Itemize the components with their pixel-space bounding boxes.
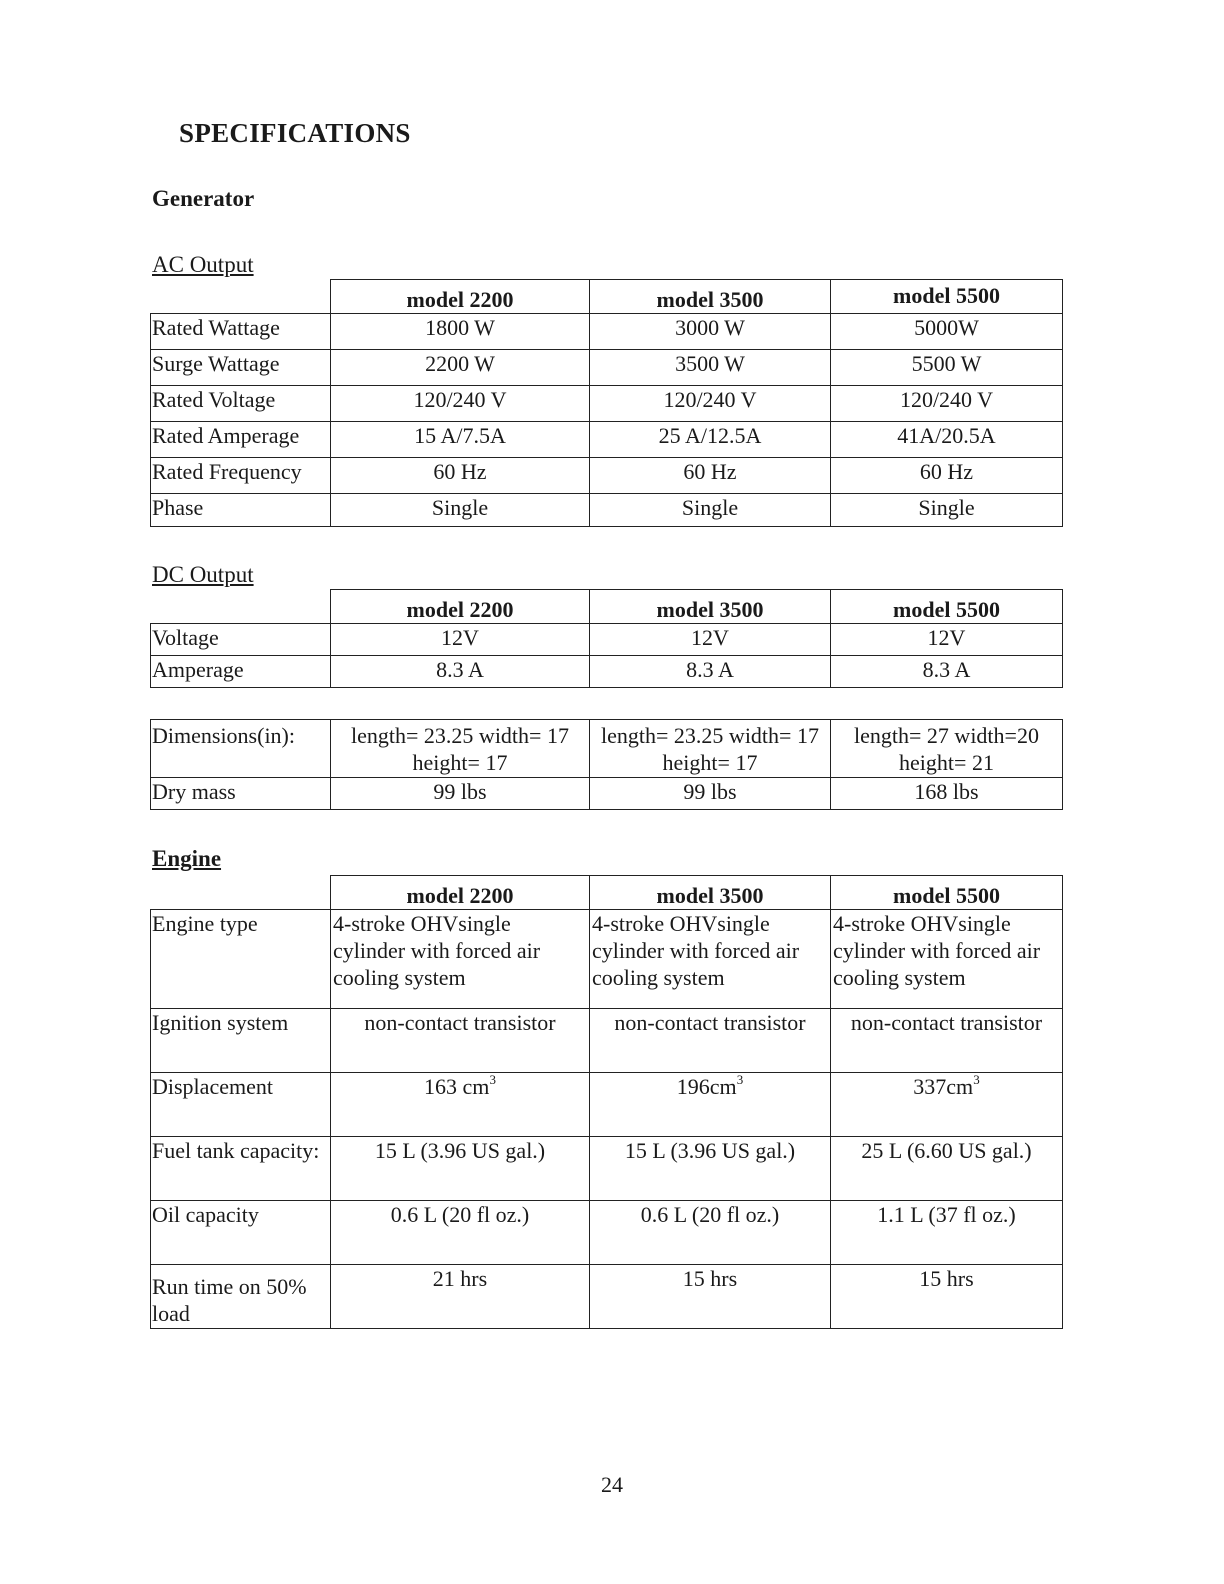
table-corner xyxy=(151,876,331,910)
row-label: Ignition system xyxy=(151,1009,331,1073)
table-cell xyxy=(831,1073,1063,1137)
table-cell xyxy=(590,1073,831,1137)
table-row xyxy=(151,1265,1063,1329)
table-cell: non-contact transistor xyxy=(590,1009,831,1073)
table-cell: 3000 W xyxy=(590,314,831,350)
table-row xyxy=(151,720,1063,778)
row-label: Engine type xyxy=(151,910,331,1009)
table-row xyxy=(151,656,1063,688)
table-cell: 0.6 L (20 fl oz.) xyxy=(590,1201,831,1265)
table-cell: 5000W xyxy=(831,314,1063,350)
table-cell: 168 lbs xyxy=(831,778,1063,810)
table-header-row xyxy=(151,280,1063,314)
table-cell: 1800 W xyxy=(331,314,590,350)
table-cell: 8.3 A xyxy=(331,656,590,688)
engine-heading: Engine xyxy=(152,846,222,871)
row-label: Amperage xyxy=(151,656,331,688)
cell-value: 163 cm xyxy=(424,1074,490,1099)
model-header: model 3500 xyxy=(590,876,831,910)
table-cell: 15 hrs xyxy=(831,1265,1063,1329)
page-number: 24 xyxy=(601,1472,623,1497)
cell-value: 196cm xyxy=(676,1074,737,1099)
table-cell: Single xyxy=(590,494,831,527)
table-cell: length= 23.25 width= 17 height= 17 xyxy=(331,720,590,778)
table-cell: 15 hrs xyxy=(590,1265,831,1329)
model-header: model 2200 xyxy=(331,876,590,910)
table-cell: 3500 W xyxy=(590,350,831,386)
model-header: model 2200 xyxy=(331,590,590,624)
generator-heading: Generator xyxy=(152,186,255,211)
table-row xyxy=(151,1201,1063,1265)
table-header-row xyxy=(151,876,1063,910)
page-title: SPECIFICATIONS xyxy=(179,118,411,148)
engine-table xyxy=(150,875,1063,1329)
table-cell: 4-stroke OHVsingle cylinder with forced air cooling system xyxy=(831,910,1063,1009)
table-cell: 12V xyxy=(590,624,831,656)
table-cell: 12V xyxy=(331,624,590,656)
dc-output-table xyxy=(150,589,1063,688)
table-row xyxy=(151,624,1063,656)
table-row xyxy=(151,1137,1063,1201)
table-row xyxy=(151,778,1063,810)
table-cell: 4-stroke OHVsingle cylinder with forced air cooling system xyxy=(590,910,831,1009)
table-row xyxy=(151,1009,1063,1073)
table-cell: 4-stroke OHVsingle cylinder with forced air cooling system xyxy=(331,910,590,1009)
superscript: 3 xyxy=(736,1071,744,1087)
row-label: Rated Amperage xyxy=(151,422,331,458)
table-cell: length= 27 width=20 height= 21 xyxy=(831,720,1063,778)
table-cell: 15 L (3.96 US gal.) xyxy=(590,1137,831,1201)
row-label: Fuel tank capacity: xyxy=(151,1137,331,1201)
table-row xyxy=(151,458,1063,494)
table-cell: 12V xyxy=(831,624,1063,656)
model-header: model 3500 xyxy=(590,280,831,314)
dimensions-table xyxy=(150,719,1063,810)
table-cell: 5500 W xyxy=(831,350,1063,386)
table-cell: Single xyxy=(831,494,1063,527)
table-cell: 60 Hz xyxy=(831,458,1063,494)
table-cell: 25 L (6.60 US gal.) xyxy=(831,1137,1063,1201)
table-row xyxy=(151,386,1063,422)
table-cell: 60 Hz xyxy=(590,458,831,494)
table-row xyxy=(151,422,1063,458)
table-cell xyxy=(331,1073,590,1137)
ac-output-table xyxy=(150,279,1063,527)
cell-value: 337cm xyxy=(913,1074,974,1099)
model-header: model 2200 xyxy=(331,280,590,314)
model-header: model 5500 xyxy=(831,280,1063,314)
model-header: model 3500 xyxy=(590,590,831,624)
table-cell: 99 lbs xyxy=(331,778,590,810)
dc-output-label: DC Output xyxy=(152,562,254,587)
superscript: 3 xyxy=(489,1071,496,1087)
table-cell: length= 23.25 width= 17 height= 17 xyxy=(590,720,831,778)
table-row xyxy=(151,350,1063,386)
row-label: Phase xyxy=(151,494,331,527)
table-row xyxy=(151,910,1063,1009)
model-header: model 5500 xyxy=(831,876,1063,910)
table-cell: 15 L (3.96 US gal.) xyxy=(331,1137,590,1201)
row-label: Surge Wattage xyxy=(151,350,331,386)
table-cell: 25 A/12.5A xyxy=(590,422,831,458)
table-cell: 8.3 A xyxy=(590,656,831,688)
ac-output-label: AC Output xyxy=(152,252,254,277)
row-label: Run time on 50% load xyxy=(151,1265,331,1329)
table-cell: 1.1 L (37 fl oz.) xyxy=(831,1201,1063,1265)
table-cell: Single xyxy=(331,494,590,527)
table-cell: 8.3 A xyxy=(831,656,1063,688)
row-label: Displacement xyxy=(151,1073,331,1137)
table-cell: 99 lbs xyxy=(590,778,831,810)
table-cell: 21 hrs xyxy=(331,1265,590,1329)
row-label: Dry mass xyxy=(151,778,331,810)
table-header-row xyxy=(151,590,1063,624)
row-label: Oil capacity xyxy=(151,1201,331,1265)
table-cell: 41A/20.5A xyxy=(831,422,1063,458)
row-label: Rated Frequency xyxy=(151,458,331,494)
row-label: Voltage xyxy=(151,624,331,656)
table-row xyxy=(151,494,1063,527)
model-header: model 5500 xyxy=(831,590,1063,624)
table-cell: non-contact transistor xyxy=(331,1009,590,1073)
row-label: Rated Voltage xyxy=(151,386,331,422)
table-cell: non-contact transistor xyxy=(831,1009,1063,1073)
table-cell: 2200 W xyxy=(331,350,590,386)
table-cell: 60 Hz xyxy=(331,458,590,494)
row-label: Dimensions(in): xyxy=(151,720,331,778)
table-cell: 0.6 L (20 fl oz.) xyxy=(331,1201,590,1265)
table-corner xyxy=(151,280,331,314)
table-cell: 120/240 V xyxy=(831,386,1063,422)
table-corner xyxy=(151,590,331,624)
table-cell: 120/240 V xyxy=(331,386,590,422)
table-row xyxy=(151,1073,1063,1137)
table-cell: 15 A/7.5A xyxy=(331,422,590,458)
table-row xyxy=(151,314,1063,350)
row-label: Rated Wattage xyxy=(151,314,331,350)
table-cell: 120/240 V xyxy=(590,386,831,422)
superscript: 3 xyxy=(973,1071,980,1087)
